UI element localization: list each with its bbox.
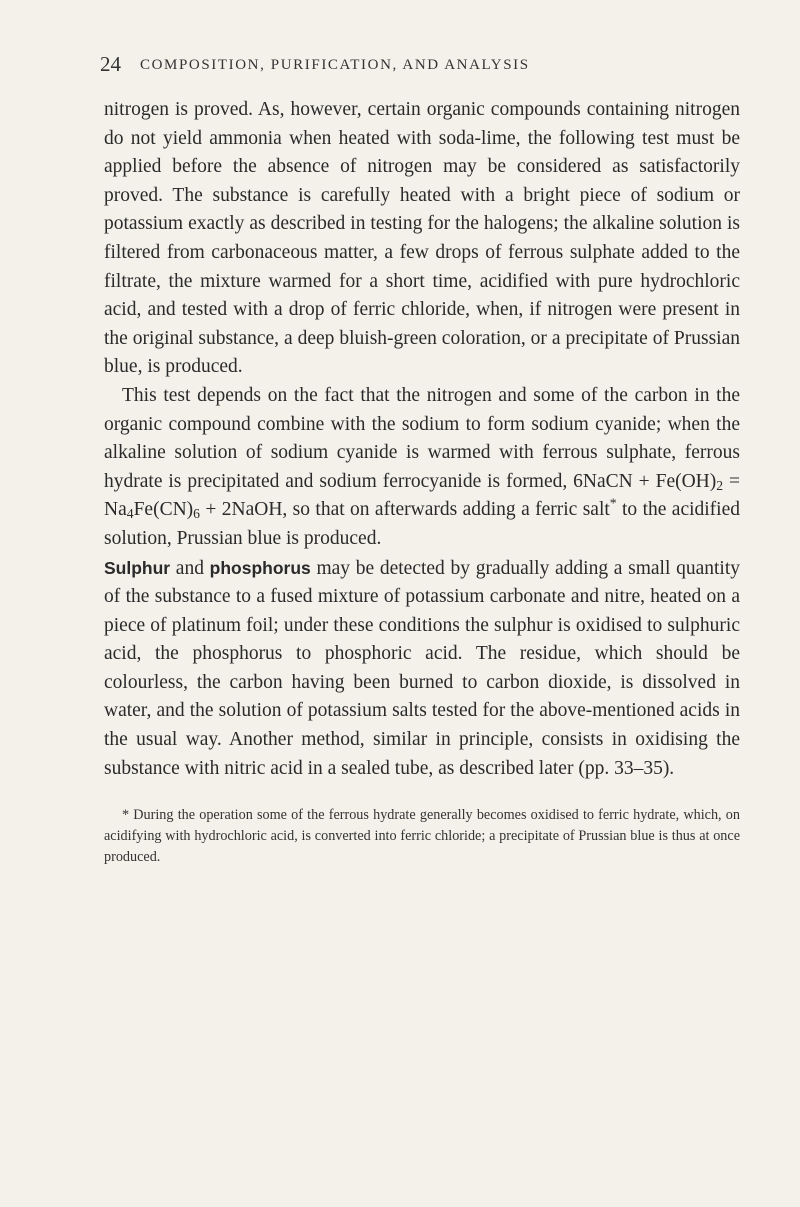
term-sulphur: Sulphur xyxy=(104,557,171,578)
page-number: 24 xyxy=(100,52,121,76)
subscript-2: 2 xyxy=(716,477,724,493)
footnote-reference: * xyxy=(609,495,617,511)
footnote xyxy=(104,805,740,868)
paragraph-2 xyxy=(104,382,740,554)
term-phosphorus: phosphorus xyxy=(209,557,311,578)
paragraph-3-rest: may be detected by gradually adding a small quantity of the substance to a fused mixture of potassium carbonate and nitre, heated on a piece of platinum foil; under these conditions the sulphur is oxidised to sulphuric acid, the phosphorus to phosphoric acid. The residue, which should be colourless, the carbon having been burned to carbon dioxide, is dissolved in water, and the solution of potassium salts tested for the above-mentioned acids in the usual way. Another method, similar in principle, consists in oxidising the substance with nitric acid in a sealed tube, as described later (pp. 33–35). xyxy=(104,557,741,779)
paragraph-3-and: and xyxy=(170,557,210,579)
running-head: COMPOSITION, PURIFICATION, AND ANALYSIS xyxy=(140,57,530,73)
footnote-marker: * xyxy=(122,807,130,824)
paragraph-2-part-e: to the acidified solution, Prussian blue is produced. xyxy=(104,499,740,549)
paragraph-2-part-c: Fe(CN) xyxy=(133,499,194,521)
footnote-text: During the operation some of the ferrous hydrate generally becomes oxidised to ferric hydrate, which, on acidifying with hydrochloric acid, is converted into ferric chloride; a precipitate of Prussian blue is thus at once produced. xyxy=(104,807,740,866)
paragraph-2-part-b: = Na xyxy=(104,470,740,521)
paragraph-3 xyxy=(104,554,740,784)
body-text xyxy=(104,96,740,783)
subscript-6: 6 xyxy=(193,506,200,522)
paragraph-2-part-a: This test depends on the fact that the nitrogen and some of the carbon in the organic compound combine with the sodium to form sodium cyanide; when the alkaline solution of sodium cyanide is warmed with ferrous sulphate, ferrous hydrate is precipitated and sodium ferrocyanide is formed, 6NaCN + Fe(OH) xyxy=(104,384,740,492)
paragraph-1: nitrogen is proved. As, however, certain organic compounds containing nitrogen do not yield ammonia when heated with soda-lime, the following test must be applied before the absence of nitrogen may be considered as satisfactorily proved. The substance is carefully heated with a bright piece of sodium or potassium exactly as described in testing for the halogens; the alkaline solution is filtered from carbonaceous matter, a few drops of ferrous sulphate added to the filtrate, the mixture warmed for a short time, acidified with pure hydrochloric acid, and tested with a drop of ferric chloride, when, if nitrogen were present in the original substance, a deep bluish-green coloration, or a precipitate of Prussian blue, is produced. xyxy=(104,99,740,378)
paragraph-2-part-d: + 2NaOH, so that on afterwards adding a ferric salt xyxy=(199,499,610,521)
page-header xyxy=(100,52,740,82)
book-page xyxy=(100,52,741,868)
subscript-4: 4 xyxy=(126,506,134,522)
